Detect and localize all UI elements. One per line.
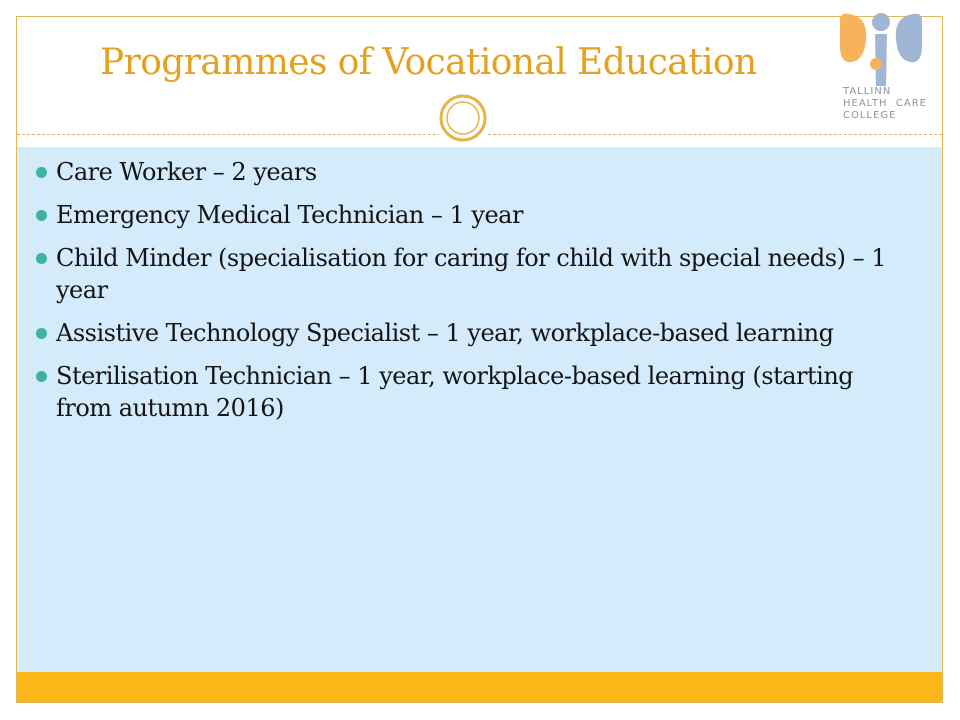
programme-item-assistive-technology-specialist bbox=[36, 317, 896, 349]
slide-title: Programmes of Vocational Education bbox=[100, 42, 757, 83]
programme-text: Care Worker – 2 years bbox=[56, 158, 317, 186]
programme-item-child-minder bbox=[36, 242, 896, 306]
bullet-icon bbox=[36, 167, 47, 178]
bullet-icon bbox=[36, 210, 47, 221]
programme-list bbox=[36, 156, 896, 435]
programme-item-emergency-medical-technician bbox=[36, 199, 896, 231]
footer-bar bbox=[17, 672, 942, 703]
logo-text-line-2: HEALTH CARE bbox=[843, 98, 927, 109]
ring-ornament-icon bbox=[434, 89, 492, 147]
logo-text-line-1: TALLINN bbox=[843, 86, 892, 97]
programme-text: Assistive Technology Specialist – 1 year, workplace-based learning bbox=[56, 319, 834, 347]
bullet-icon bbox=[36, 253, 47, 264]
programme-item-sterilisation-technician bbox=[36, 360, 896, 424]
bullet-icon bbox=[36, 371, 47, 382]
logo-text-line-3: COLLEGE bbox=[843, 110, 897, 121]
programme-text: Child Minder (specialisation for caring for child with special needs) – 1 year bbox=[56, 244, 886, 304]
programme-text: Sterilisation Technician – 1 year, workplace-based learning (starting from autumn 2016) bbox=[56, 362, 854, 422]
programme-item-care-worker bbox=[36, 156, 896, 188]
programme-text: Emergency Medical Technician – 1 year bbox=[56, 201, 523, 229]
bullet-icon bbox=[36, 328, 47, 339]
